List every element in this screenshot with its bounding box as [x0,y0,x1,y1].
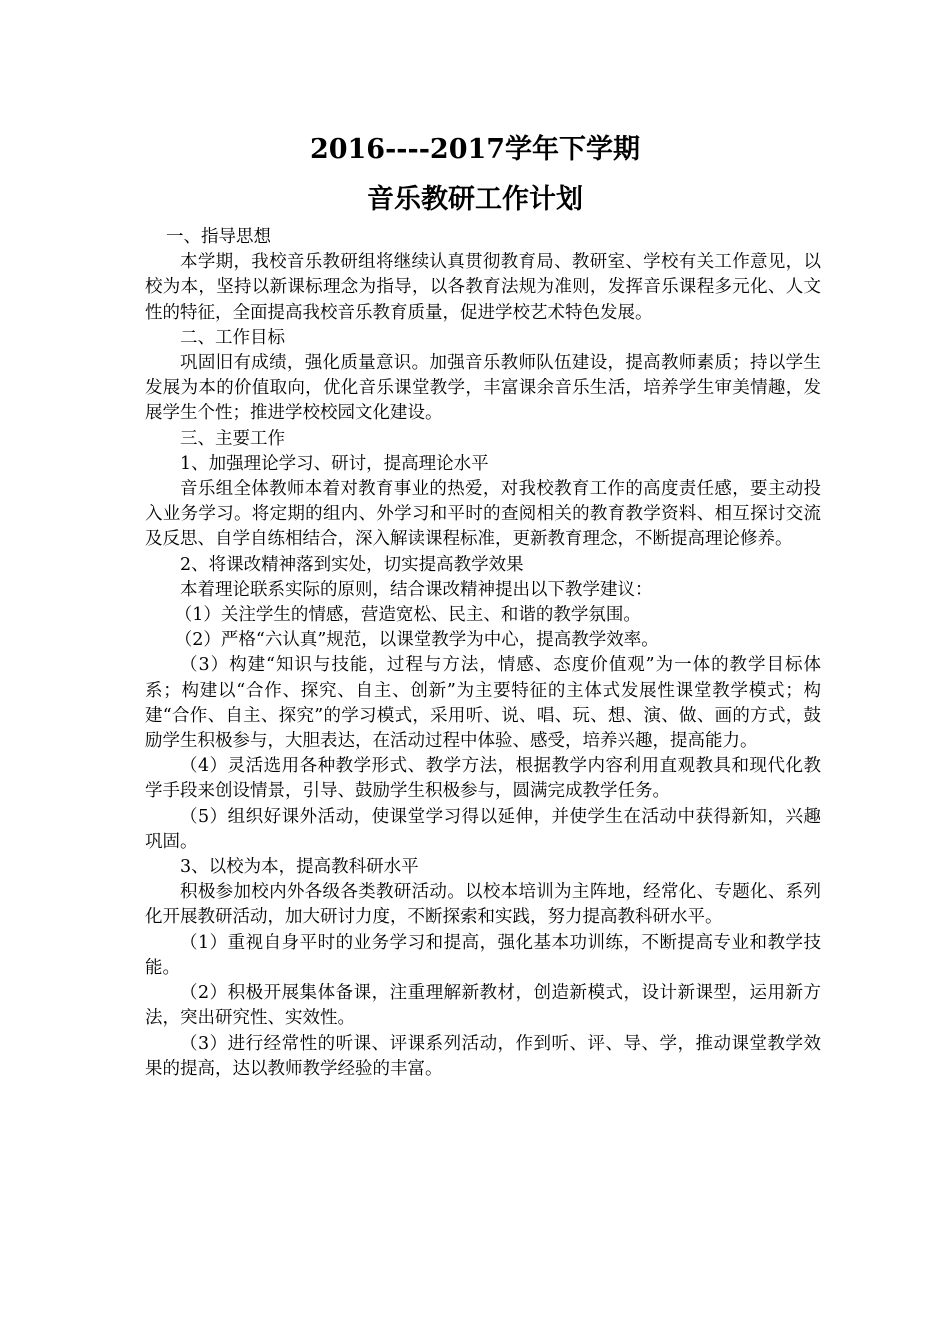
document-title-term: 2016----2017学年下学期 [309,134,641,165]
list-item-suggestion-3: （3）构建“知识与技能，过程与方法，情感、态度价值观”为一体的教学目标体系；构建以“合作、探究、自主、创新”为主要特征的主体式发展性课堂教学模式；构建“合作、自主、探究”的学习模式，采用听、说、唱、玩、想、演、做、画的方式，鼓励学生积极参与，大胆表达，在活动过程中体验、感受，培养兴趣，提高能力。 [145,655,821,752]
document-title-plan: 音乐教研工作计划 [367,184,583,215]
paragraph-guiding-thought: 本学期，我校音乐教研组将继续认真贯彻教育局、教研室、学校有关工作意见，以校为本，坚持以新课标理念为指导，以各教育法规为准则，发挥音乐课程多元化、人文性的特征，全面提高我校音乐教育质量，促进学校艺术特色发展。 [145,252,821,323]
section-heading-guiding-thought: 一、指导思想 [166,227,271,247]
subheading-theory-study: 1、加强理论学习、研讨，提高理论水平 [180,453,489,474]
paragraph-school-based-research: 积极参加校内外各级各类教研活动。以校本培训为主阵地，经常化、专题化、系列化开展教研活动，加大研讨力度，不断探索和实践，努力提高教科研水平。 [145,882,821,928]
subheading-curriculum-reform: 2、将课改精神落到实处，切实提高教学效果 [180,554,524,575]
list-item-suggestion-2: （2）严格“六认真”规范，以课堂教学为中心，提高教学效率。 [174,630,659,651]
document-body [145,225,821,1082]
list-item-suggestion-1: （1）关注学生的情感，营造宽松、民主、和谐的教学氛围。 [174,605,641,626]
subheading-school-based-research: 3、以校为本，提高教科研水平 [180,857,419,878]
paragraph-theory-study: 音乐组全体教师本着对教育事业的热爱，对我校教育工作的高度责任感，要主动投入业务学习。将定期的组内、外学习和平时的查阅相关的教育教学资料、相互探讨交流及反思、自学自练相结合，深入解读课程标准，更新教育理念，不断提高理论修养。 [145,479,821,550]
list-item-research-1: （1）重视自身平时的业务学习和提高，强化基本功训练，不断提高专业和教学技能。 [145,932,821,978]
section-heading-work-goals: 二、工作目标 [180,327,285,348]
list-item-suggestion-5: （5）组织好课外活动，使课堂学习得以延伸，并使学生在活动中获得新知，兴趣巩固。 [145,806,821,852]
section-heading-main-work: 三、主要工作 [180,428,285,449]
list-item-suggestion-4: （4）灵活选用各种教学形式、教学方法，根据教学内容利用直观教具和现代化教学手段来创设情景，引导、鼓励学生积极参与，圆满完成教学任务。 [145,756,821,802]
paragraph-teaching-suggestions-intro: 本着理论联系实际的原则，结合课改精神提出以下教学建议： [180,579,653,600]
paragraph-work-goals: 巩固旧有成绩，强化质量意识。加强音乐教师队伍建设，提高教师素质；持以学生发展为本的价值取向，优化音乐课堂教学，丰富课余音乐生活，培养学生审美情趣，发展学生个性；推进学校校园文化建设。 [145,353,821,424]
list-item-research-3: （3）进行经常性的听课、评课系列活动，作到听、评、导、学，推动课堂教学效果的提高，达以教师教学经验的丰富。 [145,1033,821,1079]
list-item-research-2: （2）积极开展集体备课，注重理解新教材，创造新模式，设计新课型，运用新方法，突出研究性、实效性。 [145,983,821,1029]
